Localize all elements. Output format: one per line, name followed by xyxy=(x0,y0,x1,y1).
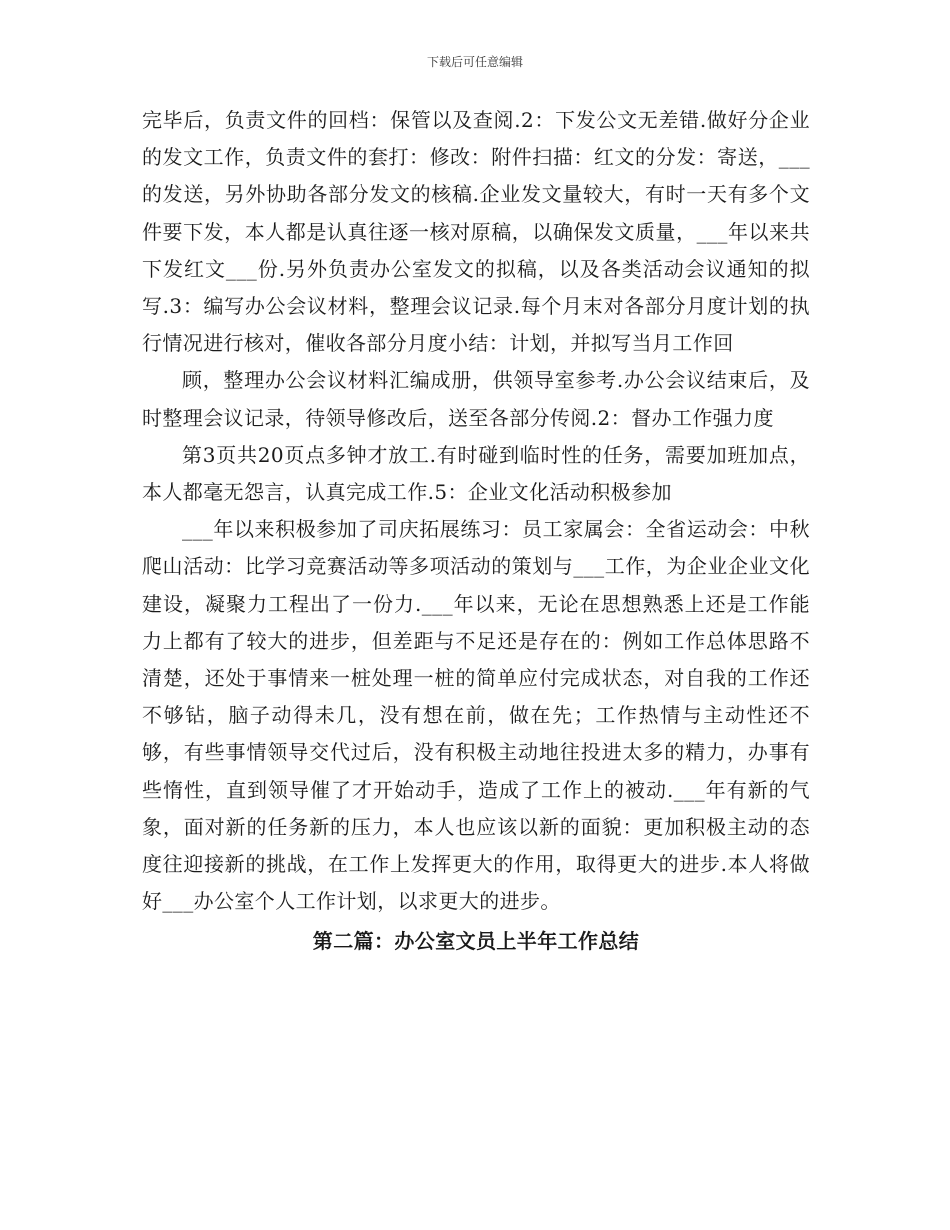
document-body xyxy=(142,102,810,961)
paragraph-2: 顾，整理办公会议材料汇编成册，供领导室参考.办公会议结束后，及时整理会议记录，待领导修改后，送至各部分传阅.2：督办工作强力度 xyxy=(142,368,810,430)
paragraph-4: ___年以来积极参加了司庆拓展练习：员工家属会：全省运动会：中秋爬山活动：比学习竞赛活动等多项活动的策划与___工作，为企业企业文化建设，凝聚力工程出了一份力.___年以来，无论在思想熟悉上还是工作能力上都有了较大的进步，但差距与不足还是存在的：例如工作总体思路不清楚，还处于事情来一桩处理一桩的简单应付完成状态，对自我的工作还不够钻，脑子动得未几，没有想在前，做在先；工作热情与主动性还不够，有些事情领导交代过后，没有积极主动地往投进太多的精力，办事有些惰性，直到领导催了才开始动手，造成了工作上的被动.___年有新的气象，面对新的任务新的压力，本人也应该以新的面貌：更加积极主动的态度往迎接新的挑战，在工作上发挥更大的作用，取得更大的进步.本人将做好___办公室个人工作计划，以求更大的进步。 xyxy=(142,517,810,914)
paragraph-1: 完毕后，负责文件的回档：保管以及查阅.2：下发公文无差错.做好分企业的发文工作，负责文件的套打：修改：附件扫描：红文的分发：寄送，___的发送，另外协助各部分发文的核稿.企业发文量较大，有时一天有多个文件要下发，本人都是认真往逐一核对原稿，以确保发文质量，___年以来共下发红文___份.另外负责办公室发文的拟稿，以及各类活动会议通知的拟写.3：编写办公会议材料，整理会议记录.每个月末对各部分月度计划的执行情况进行核对，催收各部分月度小结：计划，并拟写当月工作回 xyxy=(142,108,810,356)
paragraph-3: 第3页共20页点多钟才放工.有时碰到临时性的任务，需要加班加点，本人都毫无怨言，认真完成工作.5：企业文化活动积极参加 xyxy=(142,442,810,505)
section-title: 第二篇：办公室文员上半年工作总结 xyxy=(312,929,640,954)
page-header-note: 下载后可任意编辑 xyxy=(426,55,523,69)
